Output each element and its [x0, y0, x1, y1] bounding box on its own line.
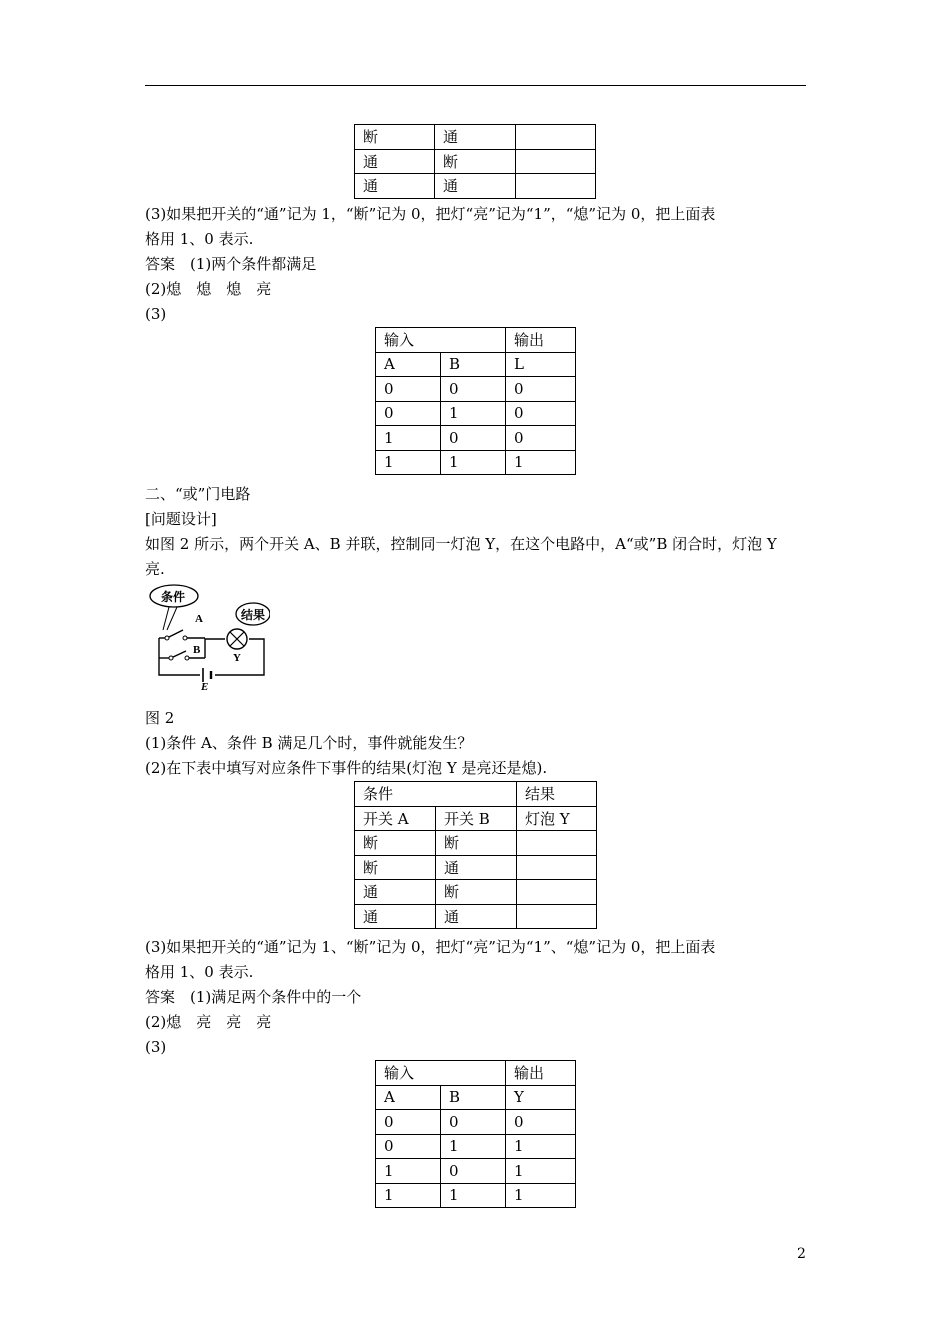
result-cloud: [236, 603, 270, 625]
header-output: 输出: [506, 1061, 576, 1086]
table-cell: 通: [435, 174, 516, 199]
table-cell: 1: [441, 1183, 506, 1208]
table-cell: 通: [355, 174, 435, 199]
section-title-or-gate: 二、“或”门电路: [145, 485, 251, 503]
table-cell: 1: [376, 1183, 441, 1208]
table-cell: 1: [506, 1159, 576, 1184]
table-cell: 0: [376, 377, 441, 402]
table-cell: [516, 149, 596, 174]
col-switch-b: 开关 B: [436, 806, 517, 831]
condition-cloud: [150, 585, 198, 630]
and-truth-table: [375, 327, 576, 475]
table-row: [355, 125, 596, 150]
answer-3-label: (3): [145, 305, 167, 323]
table-cell: [516, 125, 596, 150]
table-header-row: [376, 1061, 576, 1086]
table-row: [376, 1134, 576, 1159]
table-row: [355, 904, 597, 929]
or-truth-table: [375, 1060, 576, 1208]
table-cell: 0: [441, 1110, 506, 1135]
table-cell: 断: [355, 831, 436, 856]
table-cell: 1: [376, 450, 441, 475]
table-cell: 通: [436, 904, 517, 929]
switch-a-label: A: [195, 613, 203, 625]
table-cell: [516, 174, 596, 199]
table-cell: 断: [436, 880, 517, 905]
table-cell: 0: [376, 401, 441, 426]
col-y: Y: [506, 1085, 576, 1110]
col-b: B: [441, 352, 506, 377]
header-input: 输入: [376, 328, 506, 353]
table-subheader-row: [376, 1085, 576, 1110]
question-3-text-cont: 格用 1、0 表示.: [145, 230, 254, 248]
question-3-text: (3)如果把开关的“通”记为 1，“断”记为 0，把灯“亮”记为“1”，“熄”记为 0，把上面表: [145, 205, 716, 223]
table-subheader-row: [376, 352, 576, 377]
battery-label: E: [201, 681, 209, 692]
table-cell: 通: [436, 855, 517, 880]
table-cell: 1: [376, 1159, 441, 1184]
header-rule: [145, 85, 806, 86]
table-header-row: [355, 782, 597, 807]
table-cell: 1: [441, 450, 506, 475]
header-input: 输入: [376, 1061, 506, 1086]
col-a: A: [376, 1085, 441, 1110]
table-cell: 1: [506, 450, 576, 475]
question-3-text-or-cont: 格用 1、0 表示.: [145, 963, 254, 981]
answer-1: 答案 (1)两个条件都满足: [145, 255, 317, 273]
table-cell: 通: [355, 880, 436, 905]
header-output: 输出: [506, 328, 576, 353]
problem-description: 如图 2 所示，两个开关 A、B 并联，控制同一灯泡 Y，在这个电路中，A“或”B 闭合时，灯泡 Y: [145, 535, 777, 553]
table-cell: 0: [376, 1110, 441, 1135]
table-cell: 0: [506, 377, 576, 402]
table-row: [376, 1110, 576, 1135]
answer-2: (2)熄 熄 熄 亮: [145, 280, 272, 298]
table-row: [355, 880, 597, 905]
page-number: 2: [797, 1246, 806, 1262]
table-cell: 0: [441, 1159, 506, 1184]
table-row: [355, 149, 596, 174]
answer-2-or: (2)熄 亮 亮 亮: [145, 1013, 272, 1031]
table-row: [376, 426, 576, 451]
result-label: 结果: [241, 608, 266, 622]
table-subheader-row: [355, 806, 597, 831]
or-circuit-diagram: [145, 582, 270, 692]
table-row: [355, 855, 597, 880]
table-row: [376, 450, 576, 475]
table-cell: 0: [506, 1110, 576, 1135]
table-cell: 1: [376, 426, 441, 451]
table-cell: 断: [355, 125, 435, 150]
table-row: [355, 831, 597, 856]
condition-label: 条件: [161, 590, 186, 604]
table-cell: [517, 855, 597, 880]
table-cell: 断: [436, 831, 517, 856]
table-cell: [517, 904, 597, 929]
table-row: [376, 401, 576, 426]
col-lamp-y: 灯泡 Y: [517, 806, 597, 831]
question-1: (1)条件 A、条件 B 满足几个时，事件就能发生？: [145, 734, 473, 752]
table-cell: 0: [441, 426, 506, 451]
col-switch-a: 开关 A: [355, 806, 436, 831]
table-cell: 0: [441, 377, 506, 402]
problem-design-label: [问题设计]: [145, 510, 217, 528]
table-cell: 断: [355, 855, 436, 880]
table-cell: 断: [435, 149, 516, 174]
lamp-label: Y: [233, 652, 241, 664]
col-l: L: [506, 352, 576, 377]
problem-description-cont: 亮.: [145, 560, 165, 578]
answer-3-or-label: (3): [145, 1038, 167, 1056]
table-row: [376, 1183, 576, 1208]
table-header-row: [376, 328, 576, 353]
table-cell: [517, 831, 597, 856]
table-cell: 1: [506, 1183, 576, 1208]
table-cell: 通: [355, 149, 435, 174]
table-cell: 1: [441, 401, 506, 426]
header-condition: 条件: [355, 782, 517, 807]
table-cell: [517, 880, 597, 905]
question-3-text-or: (3)如果把开关的“通”记为 1、“断”记为 0，把灯“亮”记为“1”、“熄”记为 0，把上面表: [145, 938, 716, 956]
table-cell: 0: [376, 1134, 441, 1159]
circuit-wires: [159, 630, 264, 675]
table-cell: 0: [506, 426, 576, 451]
figure-caption: 图 2: [145, 709, 175, 727]
question-2: (2)在下表中填写对应条件下事件的结果(灯泡 Y 是亮还是熄).: [145, 759, 548, 777]
table-row: [355, 174, 596, 199]
table-cell: 1: [441, 1134, 506, 1159]
table-row: [376, 1159, 576, 1184]
answer-1-or: 答案 (1)满足两个条件中的一个: [145, 988, 362, 1006]
or-result-table: [354, 781, 597, 929]
switch-state-table-continued: [354, 124, 596, 199]
header-result: 结果: [517, 782, 597, 807]
table-cell: 通: [355, 904, 436, 929]
table-row: [376, 377, 576, 402]
table-cell: 通: [435, 125, 516, 150]
battery-icon: [203, 668, 211, 682]
table-cell: 1: [506, 1134, 576, 1159]
table-cell: 0: [506, 401, 576, 426]
switch-b-label: B: [193, 644, 201, 656]
col-a: A: [376, 352, 441, 377]
col-b: B: [441, 1085, 506, 1110]
lamp-icon: [227, 629, 247, 649]
